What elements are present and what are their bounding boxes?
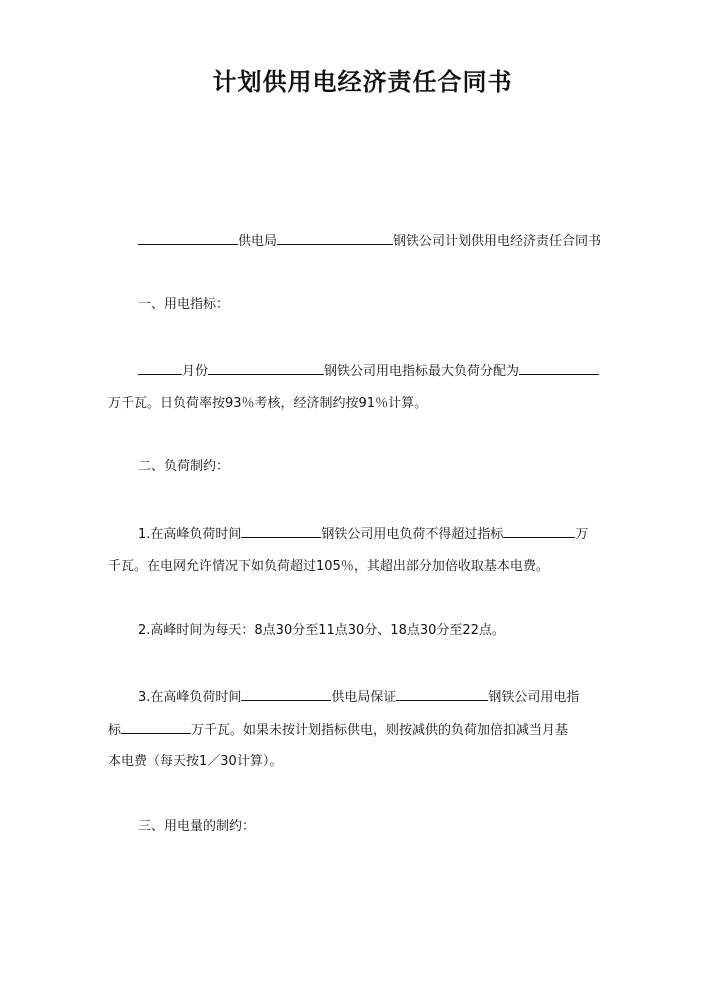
blank-field (519, 361, 599, 375)
section-2-item-3-line-2 (108, 720, 648, 740)
section-2-item-1-line-2: 千瓦。在电网允许情况下如负荷超过105％，其超出部分加倍收取基本电费。 (108, 559, 549, 574)
section-3-heading: 三、用电量的制约： (138, 819, 256, 834)
intro-text-2: 钢铁公司计划供用电经济责任合同书 (393, 234, 602, 249)
blank-field (241, 687, 331, 701)
item-3-text-d: 标 (108, 723, 122, 738)
blank-field (208, 361, 324, 375)
section-1-paragraph-line-1 (138, 361, 648, 381)
blank-field (396, 687, 488, 701)
blank-field (121, 720, 191, 734)
item-3-text-a: 3.在高峰负荷时间 (138, 690, 242, 705)
item-3-text-c: 钢铁公司用电指 (488, 690, 580, 705)
section-2-item-2: 2.高峰时间为每天：8点30分至11点30分、18点30分至22点。 (138, 623, 505, 638)
blank-field (138, 231, 238, 245)
item-3-text-e: 万千瓦。如果未按计划指标供电，则按减供的负荷加倍扣减当月基 (191, 723, 569, 738)
blank-field (138, 361, 182, 375)
section-1-text-a: 月份 (182, 364, 209, 379)
section-1-text-b: 钢铁公司用电指标最大负荷分配为 (324, 364, 520, 379)
section-2-item-3-line-3: 本电费（每天按1／30计算）。 (108, 754, 283, 769)
intro-text-1: 供电局 (238, 234, 278, 249)
blank-field (503, 524, 575, 538)
item-3-text-b: 供电局保证 (331, 690, 397, 705)
item-1-text-b: 钢铁公司用电负荷不得超过指标 (321, 527, 504, 542)
section-2-item-1-line-1 (138, 524, 648, 544)
section-2-item-3-line-1 (138, 687, 648, 707)
document-title: 计划供用电经济责任合同书 (212, 68, 513, 96)
section-2-heading: 二、负荷制约： (138, 459, 230, 474)
item-1-text-c: 万 (575, 527, 589, 542)
intro-line (138, 231, 648, 251)
item-1-text-a: 1.在高峰负荷时间 (138, 527, 242, 542)
blank-field (241, 524, 321, 538)
section-1-paragraph-line-2: 万千瓦。日负荷率按93％考核，经济制约按91％计算。 (108, 396, 428, 411)
blank-field (277, 231, 393, 245)
section-1-heading: 一、用电指标： (138, 297, 230, 312)
